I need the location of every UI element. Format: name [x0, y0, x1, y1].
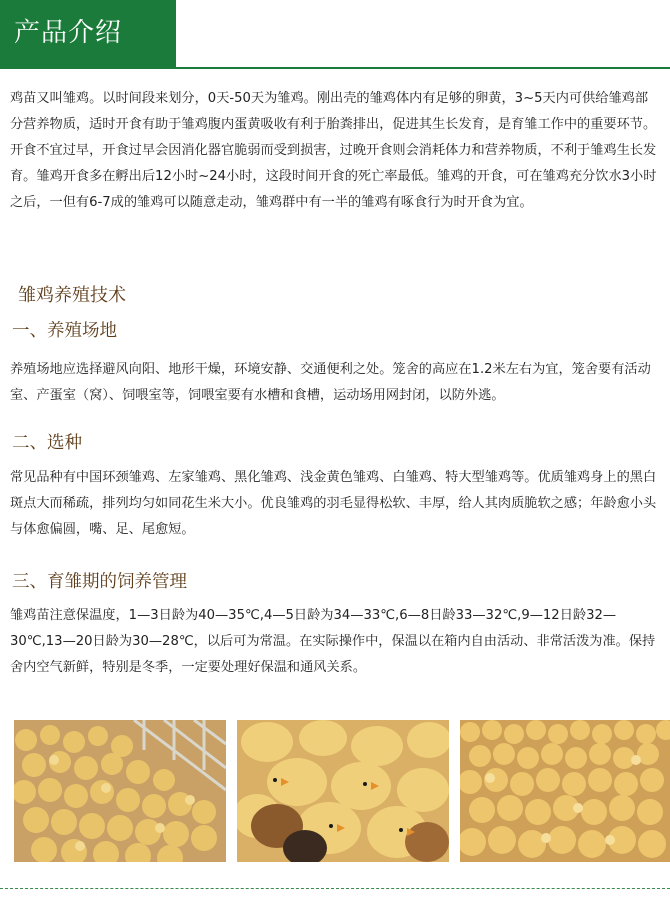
subsection-text-breed: 常见品种有中国环颈雏鸡、左家雏鸡、黑化雏鸡、浅金黄色雏鸡、白雏鸡、特大型雏鸡等。优质雏鸡身上的黑白斑点大而稀疏，排列均匀如同花生米大小。优良雏鸡的羽毛显得松软、丰厚，给人其肉质脆软之感；年龄愈小头与体愈偏圆，嘴、足、尾愈短。 [10, 470, 657, 537]
header-title-block [0, 0, 176, 67]
intro-paragraph: 鸡苗又叫雏鸡。以时间段来划分，0天-50天为雏鸡。刚出壳的雏鸡体内有足够的卵黄，3~5天内可供给雏鸡部分营养物质，适时开食有助于雏鸡腹内蛋黄吸收有利于胎粪排出，促进其生长发育，是育雏工作中的重要环节。开食不宜过早，开食过早会因消化器官脆弱而受到损害，过晚开食则会消耗体力和营养物质，不利于雏鸡生长发育。雏鸡开食多在孵出后12小时~24小时，这段时间开食的死亡率最低。雏鸡的开食，可在雏鸡充分饮水3小时之后，一但有6-7成的雏鸡可以随意走动，雏鸡群中有一半的雏鸡有啄食行为时开食为宜。 [10, 91, 657, 210]
section-title: 雏鸡养殖技术 [18, 285, 126, 306]
subsection-text-brooding: 雏鸡苗注意保温度，1—3日龄为40—35℃,4—5日龄为34—33℃,6—8日龄33—32℃,9—12日龄32—30℃,13—20日龄为30—28℃，以后可为常温。在实际操作中，保温以在箱内自由活动、非常活泼为准。保持舍内空气新鲜，特别是冬季，一定要处理好保温和通风关系。 [10, 608, 656, 675]
chicks-closeup-photo [237, 720, 449, 862]
subsection-heading-site: 一、养殖场地 [12, 321, 117, 341]
chicks-in-crate-photo [14, 720, 226, 862]
page-title: 产品介绍 [14, 18, 123, 48]
subsection-heading-breed: 二、选种 [12, 433, 82, 453]
subsection-heading-brooding: 三、育雏期的饲养管理 [12, 572, 187, 592]
subsection-text-site: 养殖场地应选择避风向阳、地形干燥，环境安静、交通便利之处。笼舍的高应在1.2米左右为宜，笼舍要有活动室、产蛋室（窝）、饲喂室等，饲喂室要有水槽和食槽，运动场用网封闭，以防外逃。 [10, 362, 651, 403]
header-banner [0, 0, 670, 69]
chicks-flock-photo [460, 720, 670, 862]
bottom-divider [0, 888, 670, 889]
